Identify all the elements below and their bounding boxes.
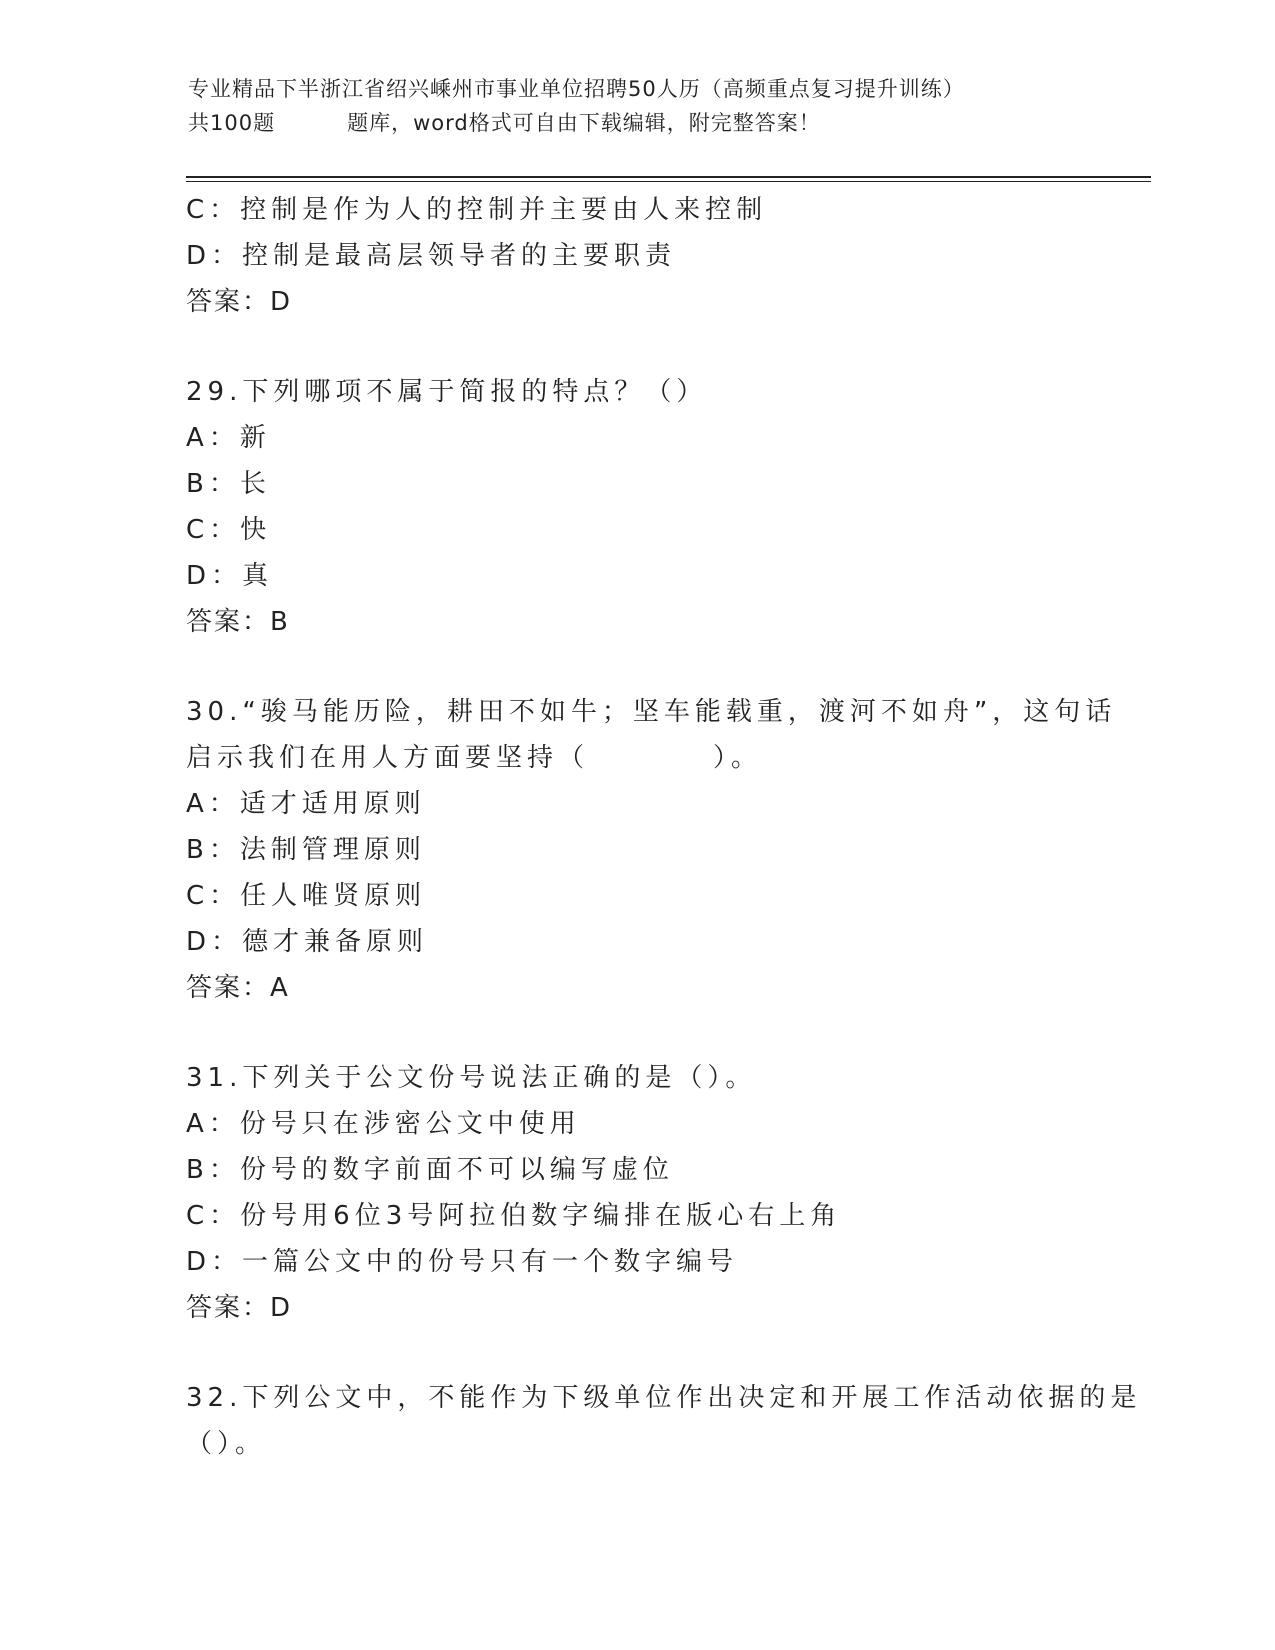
question-stem-line-2: （）。 bbox=[186, 1429, 267, 1459]
option-d: D：控制是最高层领导者的主要职责 bbox=[186, 241, 677, 271]
question-28-tail bbox=[186, 187, 1086, 325]
option-c: C：快 bbox=[186, 515, 272, 545]
option-a: A：份号只在涉密公文中使用 bbox=[186, 1109, 581, 1139]
option-d: D：一篇公文中的份号只有一个数字编号 bbox=[186, 1247, 739, 1277]
option-b: B：法制管理原则 bbox=[186, 835, 426, 865]
stem-suffix: ）。 bbox=[713, 743, 763, 773]
header-question-count: 共100题 bbox=[188, 111, 276, 135]
question-stem-line-2 bbox=[186, 735, 1086, 781]
header-title-line: 专业精品下半浙江省绍兴嵊州市事业单位招聘50人历（高频重点复习提升训练） bbox=[188, 77, 965, 101]
question-list bbox=[186, 187, 1142, 1467]
header-format-note: 题库，word格式可自由下载编辑，附完整答案！ bbox=[347, 111, 821, 135]
option-c: C：份号用6位3号阿拉伯数字编排在版心右上角 bbox=[186, 1201, 842, 1231]
question-29 bbox=[186, 369, 1086, 645]
option-a: A：新 bbox=[186, 423, 271, 453]
document-header bbox=[188, 72, 1088, 140]
answer-line: 答案：B bbox=[186, 607, 290, 637]
question-30 bbox=[186, 689, 1117, 1011]
option-b: B：份号的数字前面不可以编写虚位 bbox=[186, 1155, 674, 1185]
answer-line: 答案：D bbox=[186, 1293, 293, 1323]
answer-line: 答案：D bbox=[186, 287, 293, 317]
header-subtitle-line bbox=[188, 106, 1088, 140]
question-stem-line-1: 32.下列公文中，不能作为下级单位作出决定和开展工作活动依据的是 bbox=[186, 1383, 1142, 1413]
question-31 bbox=[186, 1055, 1086, 1331]
header-divider-thick bbox=[186, 176, 1151, 178]
option-d: D：真 bbox=[186, 561, 274, 591]
question-stem-line-1: 30.“骏马能历险，耕田不如牛；坚车能载重，渡河不如舟”，这句话 bbox=[186, 697, 1117, 727]
stem-prefix: 启示我们在用人方面要坚持（ bbox=[186, 743, 590, 773]
option-a: A：适才适用原则 bbox=[186, 789, 426, 819]
option-c: C：任人唯贤原则 bbox=[186, 881, 427, 911]
option-b: B：长 bbox=[186, 469, 271, 499]
option-c: C：控制是作为人的控制并主要由人来控制 bbox=[186, 195, 768, 225]
question-32 bbox=[186, 1375, 1142, 1467]
option-d: D：德才兼备原则 bbox=[186, 927, 429, 957]
answer-line: 答案：A bbox=[186, 973, 290, 1003]
question-stem: 29.下列哪项不属于简报的特点？（） bbox=[186, 377, 708, 407]
question-stem: 31.下列关于公文份号说法正确的是（）。 bbox=[186, 1063, 757, 1093]
header-divider-thin bbox=[186, 181, 1151, 182]
